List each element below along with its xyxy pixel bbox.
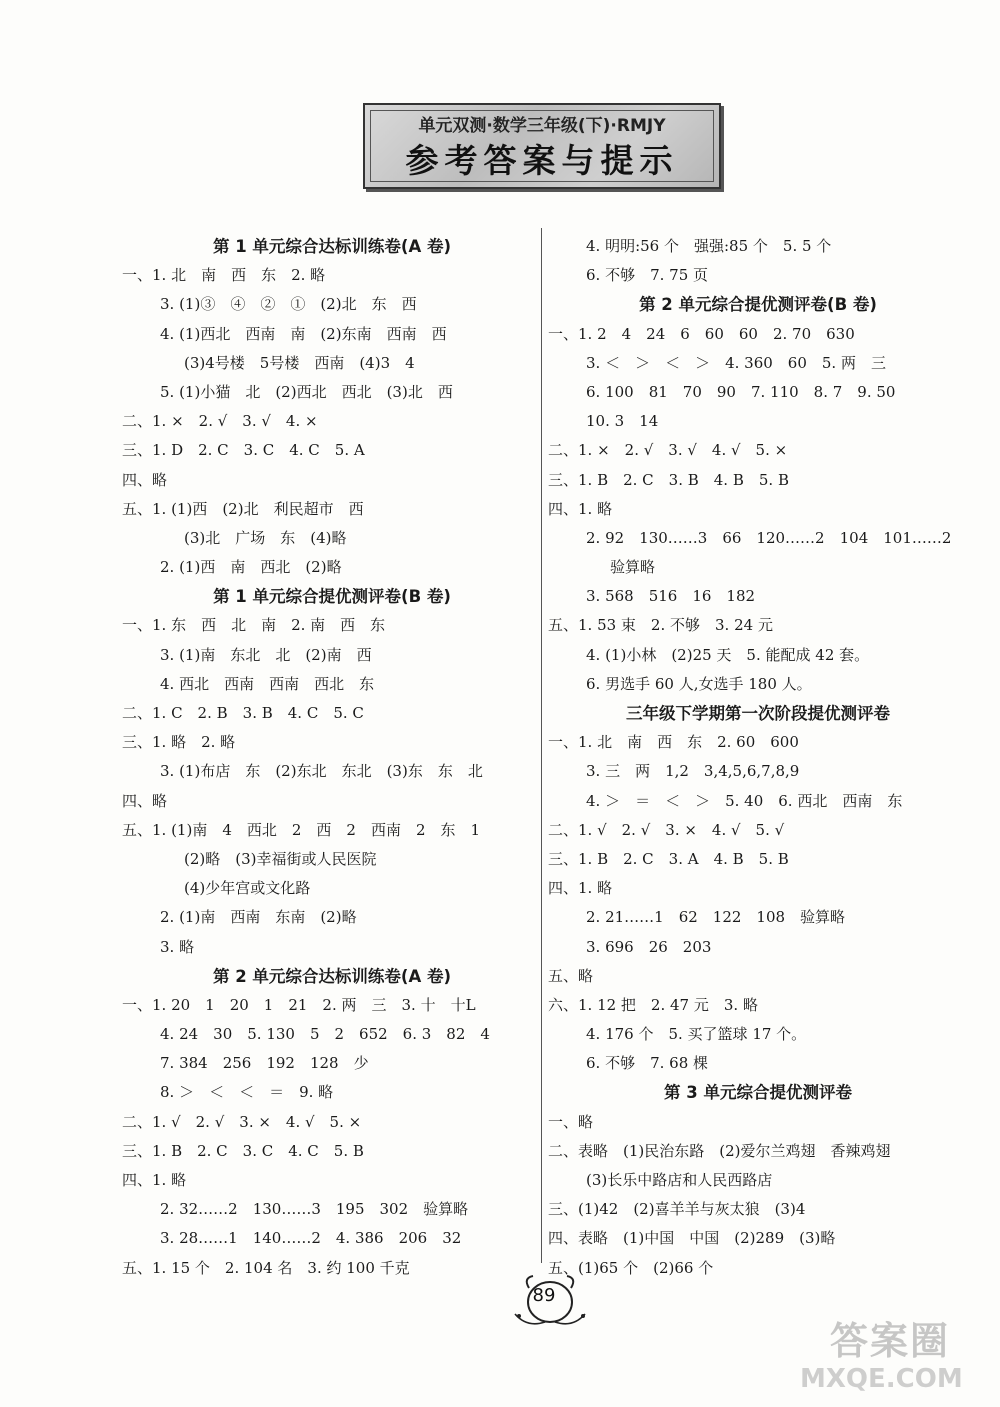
section-heading: 第 1 单元综合达标训练卷(A 卷) — [212, 237, 452, 256]
answer-line: 二、1. × 2. √ 3. √ 4. × — [122, 412, 318, 431]
answer-line: 三、1. D 2. C 3. C 4. C 5. A — [122, 441, 365, 460]
answer-line: 四、略 — [122, 791, 168, 810]
answer-line: 3. (1)布店 东 (2)东北 东北 (3)东 东 北 — [160, 762, 483, 781]
answer-line: 3. 三 两 1,2 3,4,5,6,7,8,9 — [586, 762, 800, 781]
section-heading: 第 1 单元综合提优测评卷(B 卷) — [213, 587, 451, 607]
answer-line: 三、1. B 2. C 3. B 4. B 5. B — [548, 470, 789, 489]
answer-line: 4. 24 30 5. 130 5 2 652 6. 3 82 4 — [160, 1025, 490, 1044]
section-heading: 三年级下学期第一次阶段提优测评卷 — [626, 704, 890, 723]
answer-line: 6. 100 81 70 90 7. 110 8. 7 9. 50 — [586, 382, 896, 401]
answer-line: (3)长乐中路店和人民西路店 — [586, 1171, 773, 1189]
answer-line: 3. ＜ ＞ ＜ ＞ 4. 360 60 5. 两 三 — [586, 353, 886, 372]
answer-line: 二、表略 (1)民治东路 (2)爱尔兰鸡翅 香辣鸡翅 — [548, 1141, 891, 1160]
page-title: 参考答案与提示 — [405, 141, 679, 180]
answer-line: 5. (1)小猫 北 (2)西北 西北 (3)北 西 — [160, 382, 453, 401]
answer-line: 二、1. × 2. √ 3. √ 4. √ 5. × — [548, 441, 788, 460]
answer-line: 4. (1)西北 西南 南 (2)东南 西南 西 — [160, 324, 447, 343]
answer-line: 一、1. 20 1 20 1 21 2. 两 三 3. 十 十L — [122, 995, 476, 1014]
answer-line: (3)北 广场 东 (4)略 — [184, 528, 347, 547]
answer-line: 3. (1)南 东北 北 (2)南 西 — [160, 645, 372, 664]
answer-line: 四、1. 略 — [122, 1171, 187, 1189]
answer-line: 五、略 — [548, 966, 594, 985]
answer-line: 2. (1)西 南 西北 (2)略 — [160, 558, 342, 577]
answer-line: 6. 男选手 60 人,女选手 180 人。 — [586, 674, 812, 693]
answer-line: 六、1. 12 把 2. 47 元 3. 略 — [548, 995, 758, 1014]
answer-line: 四、表略 (1)中国 中国 (2)289 (3)略 — [548, 1229, 836, 1248]
answer-line: 4. (1)小林 (2)25 天 5. 能配成 42 套。 — [586, 645, 870, 664]
answer-line: 6. 不够 7. 75 页 — [586, 266, 709, 285]
answer-line: 四、略 — [122, 470, 168, 489]
page-number: 89 — [532, 1285, 556, 1306]
answer-line: 4. 西北 西南 西南 西北 东 — [160, 674, 375, 693]
answer-line: 3. 696 26 203 — [586, 937, 712, 956]
answer-line: 4. ＞ ＝ ＜ ＞ 5. 40 6. 西北 西南 东 — [586, 791, 903, 810]
answer-line: 一、1. 2 4 24 6 60 60 2. 70 630 — [548, 324, 855, 343]
answer-line: 一、略 — [548, 1112, 594, 1131]
answer-line: 2. 92 130……3 66 120……2 104 101……2 — [586, 528, 952, 547]
answer-line: 三、1. 略 2. 略 — [122, 733, 236, 752]
watermark-url: MXQE.COM — [800, 1364, 963, 1394]
answer-line: 四、1. 略 — [548, 499, 613, 518]
answer-line: 三、1. B 2. C 3. A 4. B 5. B — [548, 849, 789, 868]
answer-line: 二、1. √ 2. √ 3. × 4. √ 5. × — [122, 1112, 362, 1131]
answer-line: 五、1. 53 束 2. 不够 3. 24 元 — [548, 616, 773, 635]
answer-line: 四、1. 略 — [548, 879, 613, 898]
answer-line: 6. 不够 7. 68 棵 — [586, 1054, 709, 1073]
answer-line: 一、1. 北 南 西 东 2. 略 — [122, 266, 326, 285]
watermark-text: 答案圈 — [830, 1319, 951, 1363]
answer-line: 2. 21……1 62 122 108 验算略 — [586, 908, 846, 927]
answer-line: 4. 176 个 5. 买了篮球 17 个。 — [586, 1025, 807, 1044]
answer-line: 10. 3 14 — [586, 412, 659, 431]
answer-line: 五、1. (1)西 (2)北 利民超市 西 — [122, 499, 364, 518]
answer-line: (2)略 (3)幸福街或人民医院 — [184, 849, 377, 868]
title-banner — [363, 103, 721, 189]
section-heading: 第 2 单元综合提优测评卷(B 卷) — [639, 295, 877, 315]
answer-line: 三、(1)42 (2)喜羊羊与灰太狼 (3)4 — [548, 1200, 806, 1219]
watermark-logo — [800, 1310, 990, 1402]
answer-line: (3)4号楼 5号楼 西南 (4)3 4 — [184, 353, 415, 372]
answer-line: 7. 384 256 192 128 少 — [160, 1054, 369, 1073]
answer-line: 8. ＞ ＜ ＜ ＝ 9. 略 — [160, 1083, 334, 1102]
answer-line: 五、1. 15 个 2. 104 名 3. 约 100 千克 — [122, 1258, 410, 1277]
answer-line: 三、1. B 2. C 3. C 4. C 5. B — [122, 1141, 364, 1160]
answer-line: 验算略 — [610, 558, 656, 577]
section-heading: 第 3 单元综合提优测评卷 — [664, 1083, 852, 1103]
answer-line: 五、1. (1)南 4 西北 2 西 2 西南 2 东 1 — [122, 820, 481, 839]
answer-line: 五、(1)65 个 (2)66 个 — [548, 1258, 714, 1277]
answer-line: 一、1. 东 西 北 南 2. 南 西 东 — [122, 616, 386, 635]
banner-subtitle: 单元双测·数学三年级(下)·RMJY — [418, 116, 666, 136]
answer-line: 3. 568 516 16 182 — [586, 587, 756, 606]
answer-column-right — [548, 232, 968, 1283]
section-heading: 第 2 单元综合达标训练卷(A 卷) — [212, 966, 452, 986]
answer-line: 一、1. 北 南 西 东 2. 60 600 — [548, 733, 799, 752]
answer-line: (4)少年宫或文化路 — [184, 879, 311, 898]
answer-line: 3. 略 — [160, 937, 195, 956]
answer-line: 3. 28……1 140……2 4. 386 206 32 — [160, 1229, 462, 1248]
answer-line: 3. (1)③ ④ ② ① (2)北 东 西 — [160, 295, 417, 314]
answer-line: 二、1. √ 2. √ 3. × 4. √ 5. √ — [548, 820, 785, 839]
answer-line: 2. 32……2 130……3 195 302 验算略 — [160, 1200, 469, 1219]
answer-column-left — [122, 232, 542, 1283]
answer-line: 二、1. C 2. B 3. B 4. C 5. C — [122, 704, 364, 722]
answer-line: 2. (1)南 西南 东南 (2)略 — [160, 908, 357, 927]
answer-line: 4. 明明:56 个 强强:85 个 5. 5 个 — [586, 237, 832, 255]
